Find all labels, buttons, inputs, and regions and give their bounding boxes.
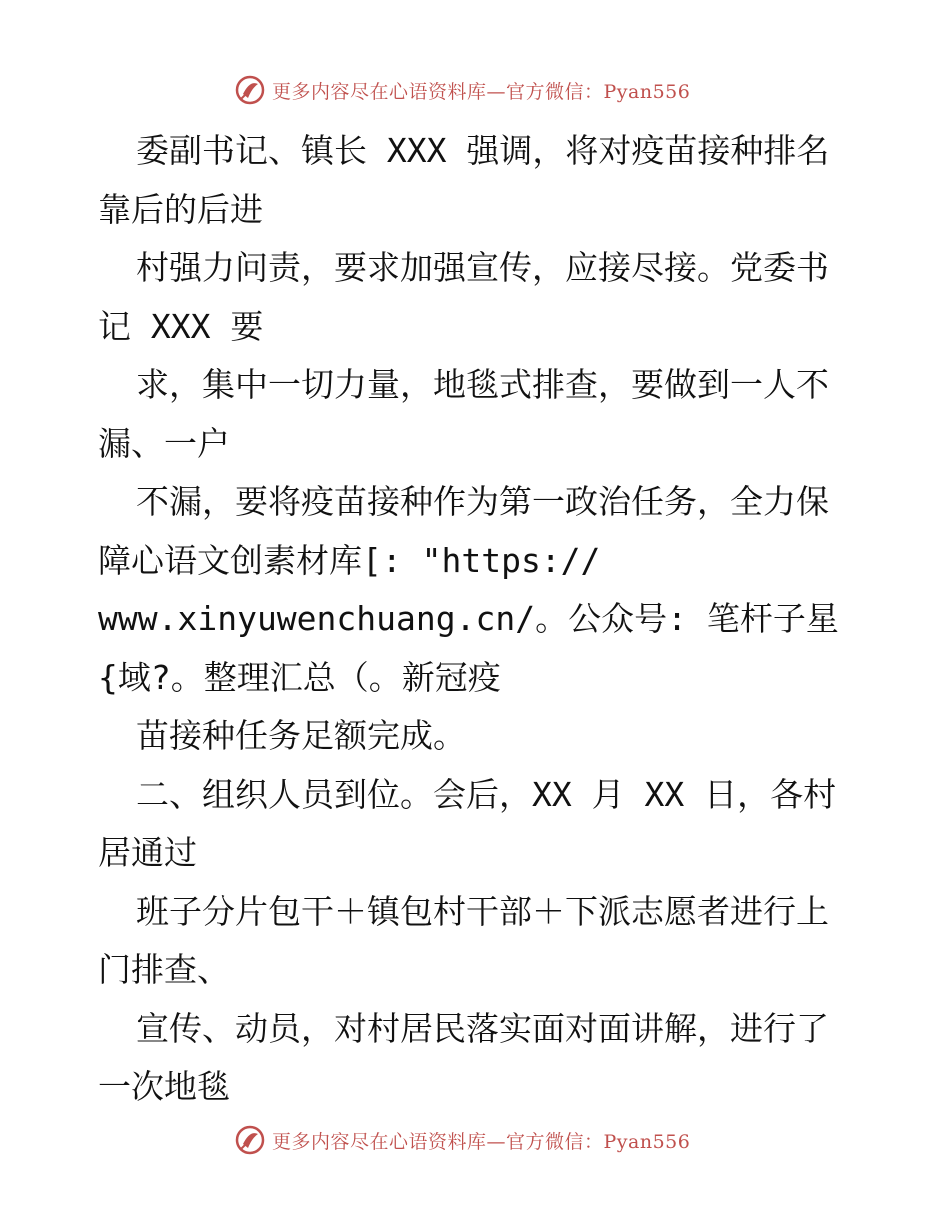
text-line: 二、组织人员到位。会后，XX 月 XX 日，各村 xyxy=(136,774,837,814)
footer-banner-text: 更多内容尽在心语资料库—官方微信：Pyan556 xyxy=(272,1130,691,1153)
text-line: 居通过 xyxy=(98,833,197,872)
header-banner-text: 更多内容尽在心语资料库—官方微信：Pyan556 xyxy=(272,80,691,103)
text-line: {域?。整理汇总（。新冠疫 xyxy=(98,657,501,697)
text-line: 障心语文创素材库[: "https:// xyxy=(98,540,601,580)
header-banner xyxy=(234,70,714,110)
text-line: 村强力问责，要求加强宣传，应接尽接。党委书 xyxy=(136,248,829,287)
text-line: 一次地毯 xyxy=(98,1067,230,1106)
text-line: 漏、一户 xyxy=(98,423,230,463)
text-line: 记 XXX 要 xyxy=(98,306,264,346)
text-line: 班子分片包干＋镇包村干部＋下派志愿者进行上 xyxy=(136,891,829,931)
text-line: 委副书记、镇长 XXX 强调，将对疫苗接种排名 xyxy=(136,131,830,170)
footer-banner xyxy=(234,1120,714,1160)
text-line: 不漏，要将疫苗接种作为第一政治任务，全力保 xyxy=(136,482,829,521)
text-line: www.xinyuwenchuang.cn/。公众号: 笔杆子星 xyxy=(98,599,839,638)
text-line: 求，集中一切力量，地毯式排查，要做到一人不 xyxy=(136,365,829,404)
text-line: 门排查、 xyxy=(98,950,230,989)
logo-icon xyxy=(234,1124,266,1156)
text-line: 宣传、动员，对村居民落实面对面讲解，进行了 xyxy=(136,1008,829,1048)
text-line: 靠后的后进 xyxy=(98,189,263,229)
text-line: 苗接种任务足额完成。 xyxy=(136,716,466,755)
document-body xyxy=(98,122,858,1117)
logo-icon xyxy=(234,74,266,106)
